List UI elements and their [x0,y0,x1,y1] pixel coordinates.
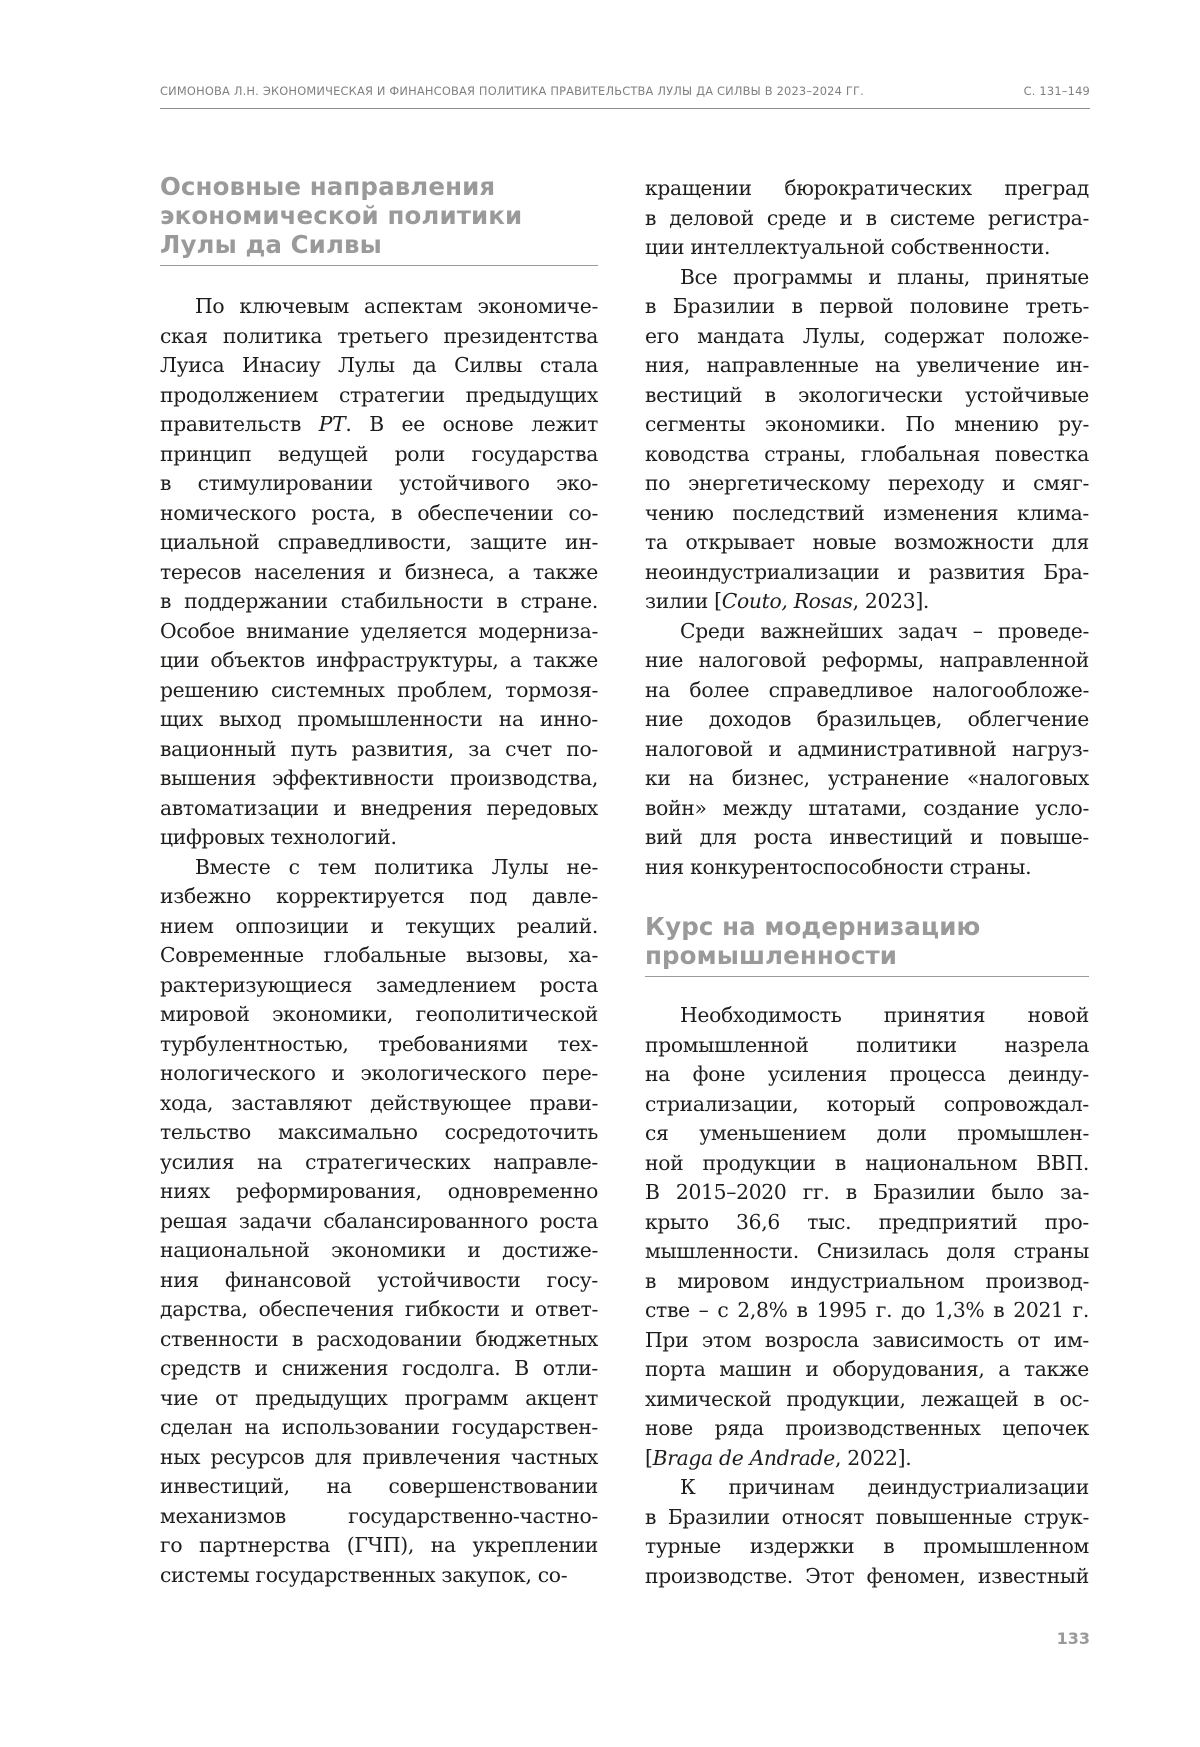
section-heading-line: Основные направления [160,172,496,201]
text-line: ся уменьшением доли промышлен- [645,1121,1089,1145]
text-line: Необходимость принятия новой [680,1003,1089,1027]
text-line: автоматизации и внедрения передовых [160,795,598,820]
text-line: нием оппозиции и текущих реалий. [160,913,598,938]
text-line: средств и снижения госдолга. В отли- [160,1356,598,1380]
text-line: механизмов государственно-частно- [160,1503,598,1528]
text-line: принцип ведущей роли государства [160,441,598,466]
page-number: 133 [1056,1629,1090,1648]
text-line: При этом возросла зависимость от им- [645,1327,1089,1352]
text-line: ции интеллектуальной собственности. [645,235,1051,259]
text-line: ных ресурсов для привлечения частных [160,1444,598,1469]
text-line: ководства страны, глобальная повестка [645,441,1089,466]
running-head-pages: С. 131–149 [1023,84,1090,98]
text-line: В 2015–2020 гг. в Бразилии было за- [645,1180,1089,1204]
text-line: ния финансовой устойчивости госу- [160,1267,598,1292]
text-line: кращении бюрократических преград [645,176,1089,200]
text-line: ки на бизнес, устранение «налоговых [645,766,1089,790]
text-line: сегменты экономики. По мнению ру- [645,412,1089,436]
text-line: ственности в расходовании бюджетных [160,1326,598,1351]
section-heading-economic-policy [160,172,598,266]
text-line: мышленности. Снизилась доля страны [645,1239,1089,1263]
text-line: промышленной политики назрела [645,1032,1089,1057]
text-line: вационный путь развития, за счет по- [160,736,598,761]
text-line: в деловой среде и в системе регистра- [645,205,1089,230]
paragraph [645,617,1089,883]
text-line: та открывает новые возможности для [645,530,1089,554]
paragraph [160,292,598,853]
running-head-title: СИМОНОВА Л.Н. ЭКОНОМИЧЕСКАЯ И ФИНАНСОВАЯ ПОЛИТИКА ПРАВИТЕЛЬСТВА ЛУЛЫ ДА СИЛВЫ В 2023–2024 ГГ. [160,84,864,98]
text-line: тересов населения и бизнеса, а также [160,559,598,584]
text-line: мировой экономики, геополитической [160,1002,598,1026]
text-line: налоговой и административной нагруз- [645,736,1089,761]
section-heading-line: экономической политики [160,201,523,230]
text-line: К причинам деиндустриализации [680,1475,1089,1499]
text-line: решая задачи сбалансированного роста [160,1208,598,1233]
text-line: стве – с 2,8% в 1995 г. до 1,3% в 2021 г. [645,1298,1089,1322]
text-line: вий для роста инвестиций и повыше- [645,825,1089,849]
paragraph [160,853,598,1591]
text-line: ние доходов бразильцев, облегчение [645,707,1089,731]
text-line: чению последствий изменения клима- [645,500,1089,525]
text-line: ной продукции в национальном ВВП. [645,1150,1089,1175]
right-column-text-top [645,174,1089,882]
section-heading-industry [645,912,1089,977]
right-column-text-bottom [645,1001,1089,1591]
text-line: зилии [Couto, Rosas, 2023]. [645,589,930,613]
text-line: хода, заставляют действующее прави- [160,1090,598,1115]
text-line: неоиндустриализации и развития Бра- [645,559,1089,584]
header-rule [160,108,1090,109]
section-heading-line: Курс на модернизацию [645,912,981,941]
left-column [160,172,598,1590]
text-line: рактеризующиеся замедлением роста [160,972,598,997]
text-line: в мировом индустриальном производ- [645,1268,1089,1293]
text-line: порта машин и оборудования, а также [645,1357,1089,1381]
text-line: турбулентностью, требованиями тех- [160,1031,598,1056]
text-line: цифровых технологий. [160,825,397,849]
text-line: крыто 36,6 тыс. предприятий про- [645,1209,1089,1234]
text-line: правительств PT. В ее основе лежит [160,412,598,436]
text-line: системы государственных закупок, со- [160,1562,568,1587]
text-line: химической продукции, лежащей в ос- [645,1386,1089,1411]
text-line: Все программы и планы, принятые [680,264,1089,289]
text-line: тельство максимально сосредоточить [160,1120,598,1144]
text-line: войн» между штатами, создание усло- [645,795,1089,820]
paragraph [645,174,1089,263]
text-line: Современные глобальные вызовы, ха- [160,943,598,967]
section-heading-line: Лулы да Силвы [160,230,382,259]
text-line: национальной экономики и достиже- [160,1238,598,1262]
text-line: продолжением стратегии предыдущих [160,382,598,407]
paragraph [645,1001,1089,1473]
text-line: по энергетическому переходу и смяг- [645,471,1089,495]
text-line: щих выход промышленности на инно- [160,707,598,731]
text-line: ская политика третьего президентства [160,323,598,348]
text-line: в стимулировании устойчивого эко- [160,471,598,495]
text-line: производстве. Этот феномен, известный [645,1563,1089,1588]
right-column [645,174,1089,1591]
text-line: на более справедливое налогообложе- [645,677,1089,702]
text-line: Среди важнейших задач – проведе- [680,618,1089,643]
text-line: ния конкурентоспособности страны. [645,854,1032,879]
text-line: в поддержании стабильности в стране. [160,589,598,613]
text-line: ции объектов инфраструктуры, а также [160,648,598,672]
text-line: его мандата Лулы, содержат положе- [645,323,1089,348]
text-line: Луиса Инасиу Лулы да Силвы стала [160,353,598,377]
left-column-text [160,292,598,1590]
text-line: избежно корректируется под давле- [160,884,598,908]
text-line: Вместе с тем политика Лулы не- [195,854,598,879]
paragraph [645,263,1089,617]
text-line: ния, направленные на увеличение ин- [645,353,1089,377]
text-line: инвестиций, на совершенствовании [160,1474,598,1498]
text-line: номического роста, в обеспечении со- [160,500,598,525]
section-heading-line: промышленности [645,941,898,970]
text-line: вышения эффективности производства, [160,766,598,790]
text-line: стриализации, который сопровождал- [645,1091,1089,1116]
text-line: на фоне усиления процесса деинду- [645,1062,1089,1086]
text-line: нологического и экологического пере- [160,1061,598,1085]
text-line: нове ряда производственных цепочек [645,1416,1089,1440]
text-line: По ключевым аспектам экономиче- [195,294,598,318]
text-line: чие от предыдущих программ акцент [160,1385,598,1410]
text-line: в Бразилии в первой половине треть- [645,294,1089,318]
text-line: ние налоговой реформы, направленной [645,648,1089,672]
text-line: усилия на стратегических направле- [160,1149,598,1174]
text-line: циальной справедливости, защите ин- [160,530,598,554]
text-line: [Braga de Andrade, 2022]. [645,1445,912,1470]
paragraph [645,1473,1089,1591]
text-line: в Бразилии относят повышенные струк- [645,1504,1089,1529]
text-line: турные издержки в промышленном [645,1534,1089,1558]
text-line: решению системных проблем, тормозя- [160,677,598,702]
text-line: сделан на использовании государствен- [160,1415,598,1439]
text-line: ниях реформирования, одновременно [160,1179,598,1203]
running-head [160,84,1090,98]
text-line: го партнерства (ГЧП), на укреплении [160,1533,598,1557]
text-line: дарства, обеспечения гибкости и ответ- [160,1297,598,1321]
text-line: Особое внимание уделяется модерниза- [160,618,598,643]
text-line: вестиций в экологически устойчивые [645,382,1089,407]
